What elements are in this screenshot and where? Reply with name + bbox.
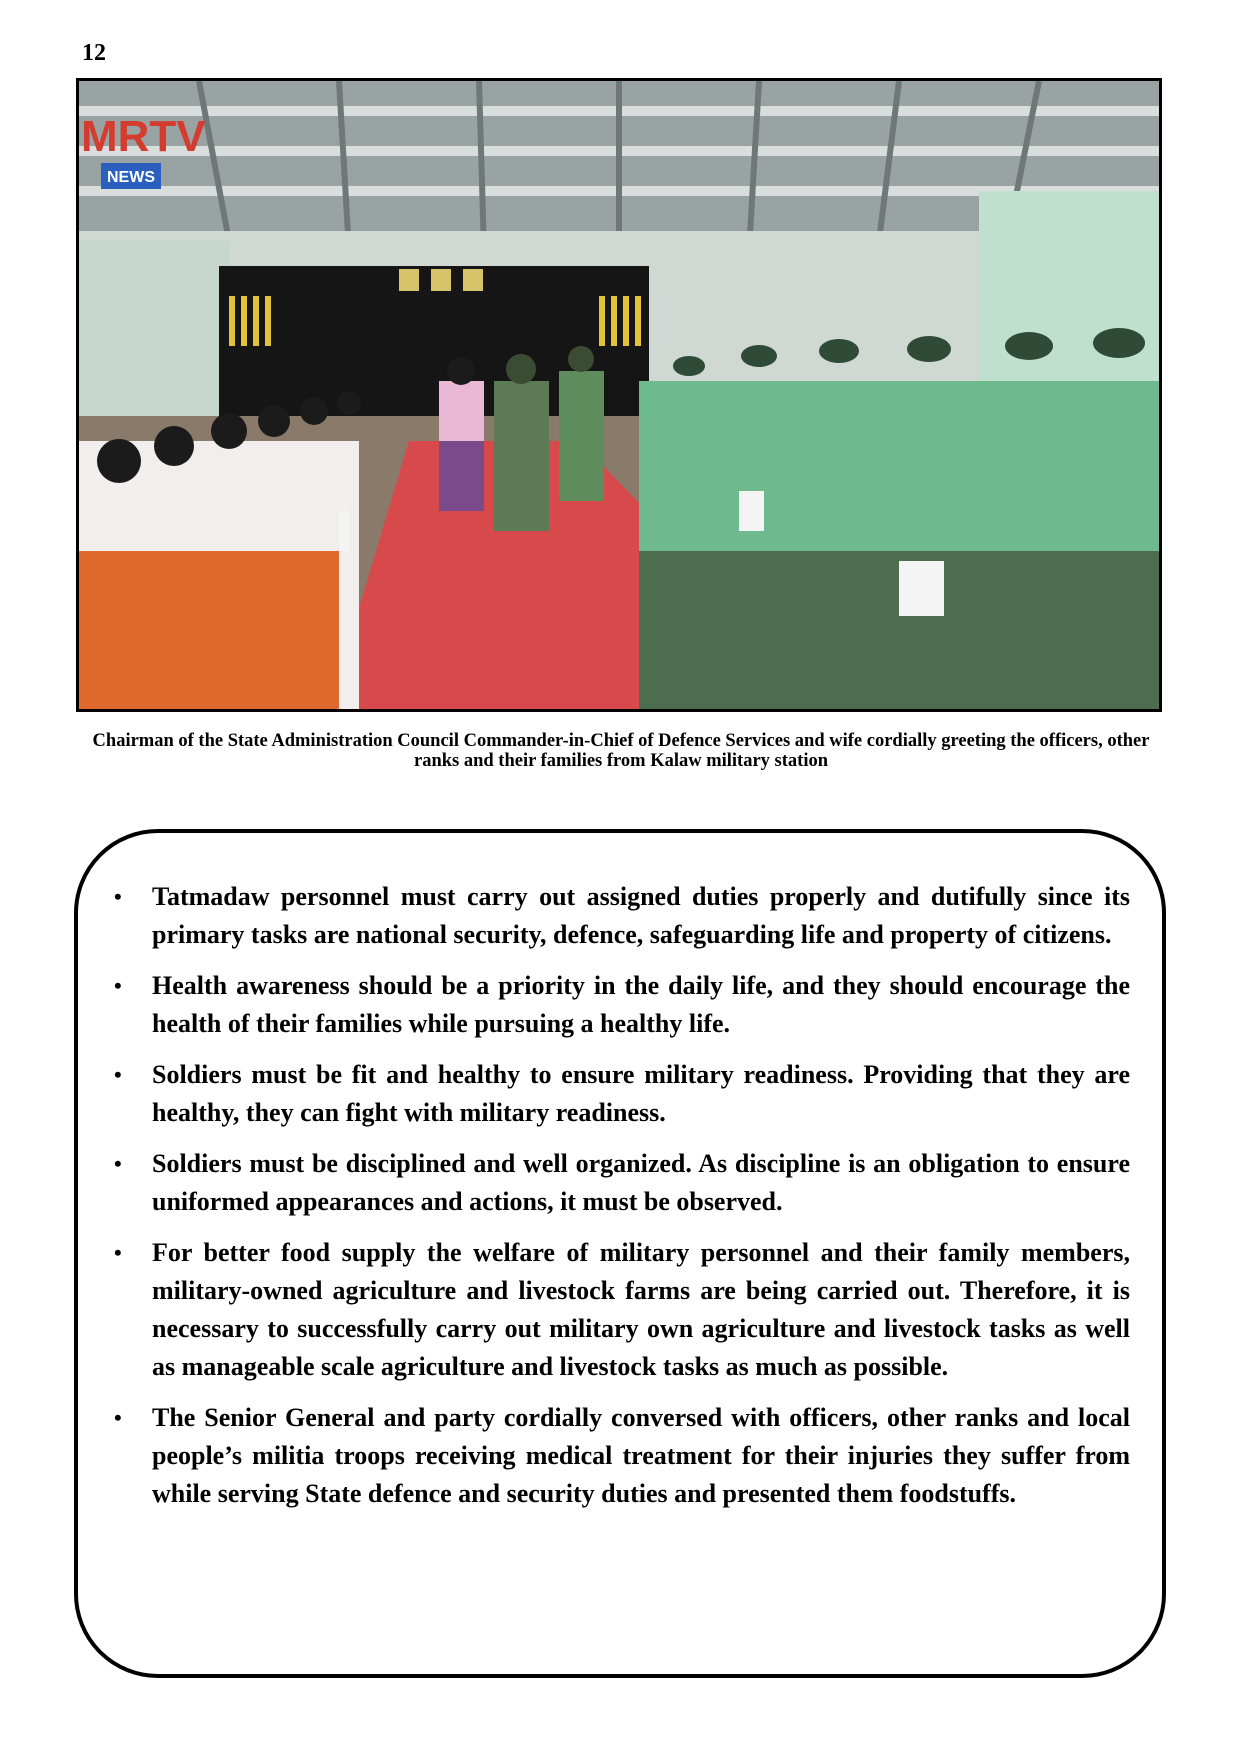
- svg-text:NEWS: NEWS: [107, 169, 155, 186]
- list-item: [112, 1056, 1130, 1132]
- bullet-icon: •: [114, 1240, 122, 1265]
- list-item: [112, 967, 1130, 1043]
- bullet-text: Tatmadaw personnel must carry out assigned duties properly and dutifully since its primary tasks are national security, defence, safeguarding life and property of citizens.: [152, 882, 1130, 949]
- key-points-list: [112, 878, 1130, 1526]
- assembly-hall-photo-icon: [79, 81, 1159, 709]
- list-item: [112, 1399, 1130, 1513]
- bullet-text: For better food supply the welfare of military personnel and their family members, military-owned agriculture and livestock farms are being carried out. Therefore, it is necessary to successfully carry out military own agriculture and livestock tasks as well as manageable scale agriculture and livestock tasks as much as possible.: [152, 1238, 1130, 1381]
- bullet-icon: •: [114, 1405, 122, 1430]
- photo-caption: Chairman of the State Administration Council Commander-in-Chief of Defence Services and wife cordially greeting the officers, other ranks and their families from Kalaw military station: [92, 731, 1150, 771]
- list-item: [112, 878, 1130, 954]
- bullet-text: The Senior General and party cordially conversed with officers, other ranks and local people’s militia troops receiving medical treatment for their injuries they suffer from while serving State defence and security duties and presented them foodstuffs.: [152, 1403, 1130, 1508]
- bullet-icon: •: [114, 884, 122, 909]
- event-photo: [76, 78, 1162, 712]
- bullet-icon: •: [114, 973, 122, 998]
- bullet-text: Health awareness should be a priority in the daily life, and they should encourage the health of their families while pursuing a healthy life.: [152, 971, 1130, 1038]
- bullet-text: Soldiers must be disciplined and well organized. As discipline is an obligation to ensure uniformed appearances and actions, it must be observed.: [152, 1149, 1130, 1216]
- bullet-text: Soldiers must be fit and healthy to ensure military readiness. Providing that they are healthy, they can fight with military readiness.: [152, 1060, 1130, 1127]
- bullet-icon: •: [114, 1151, 122, 1176]
- page-number: 12: [82, 40, 106, 66]
- bullet-icon: •: [114, 1062, 122, 1087]
- list-item: [112, 1145, 1130, 1221]
- svg-text:MRTV: MRTV: [81, 112, 206, 161]
- list-item: [112, 1234, 1130, 1386]
